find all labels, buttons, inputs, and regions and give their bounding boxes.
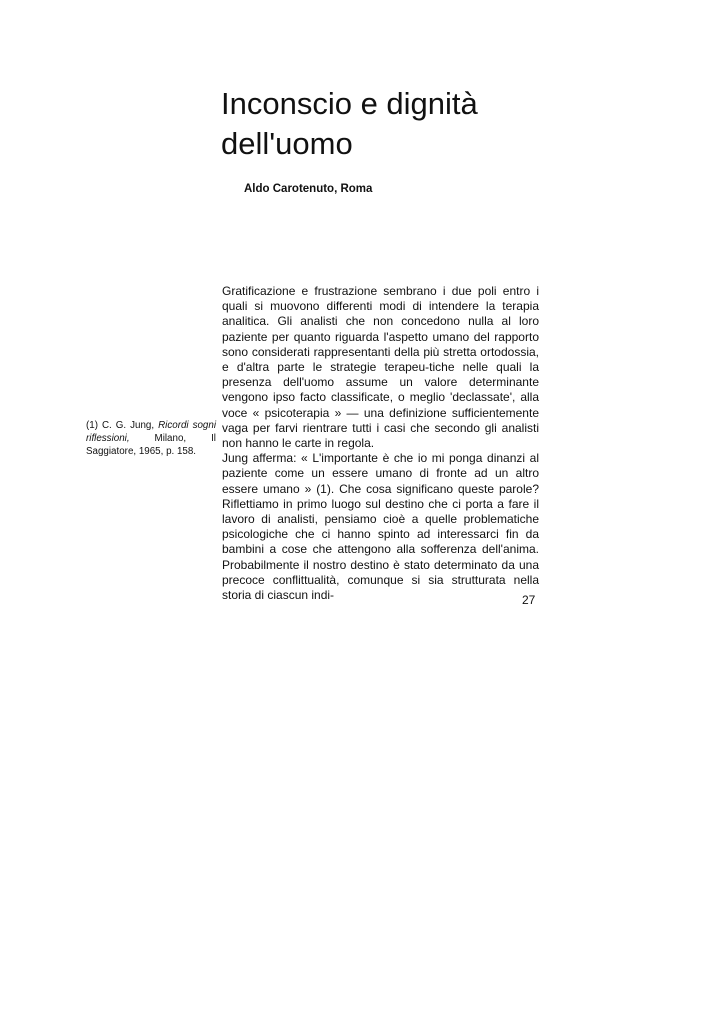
article-title — [221, 84, 581, 164]
body-paragraph: Gratificazione e frustrazione sembrano i due poli entro i quali si muovono differenti modi di intendere la terapia analitica. Gli analisti che non concedono nulla al loro paziente per quanto riguarda l'aspetto umano del rapporto sono considerati rappresentanti della più stretta ortodossia, e d'altra parte le strategie terapeu-tiche nelle quali la presenza dell'uomo assume un valore determinante vengono ipso facto classificate, o meglio 'declassate', alla voce « psicoterapia » — una definizione sufficientemente vaga per farvi rientrare tutti i casi che secondo gli analisti non hanno le carte in regola. — [222, 284, 539, 451]
page-number: 27 — [522, 593, 536, 607]
footnote-suffix: Milano, Il Saggiatore, 1965, p. 158. — [86, 433, 216, 457]
article-body — [222, 284, 539, 603]
footnote-prefix: (1) C. G. Jung, — [86, 420, 159, 431]
footnote — [86, 419, 216, 458]
body-paragraph: Jung afferma: « L'importante è che io mi ponga dinanzi al paziente come un essere umano di fronte ad un altro essere umano » (1). Che cosa significano queste parole? Riflettiamo in primo luogo sul destino che ci porta a fare il lavoro di analisti, pensiamo cioè a quelle problematiche psicologiche che ci hanno spinto ad interessarci fin da bambini a cose che attengono alla sofferenza dell'anima. Probabilmente il nostro destino è stato determinato da una precoce conflittualità, comunque si sia strutturata nella storia di ciascun indi- — [222, 451, 539, 603]
article-title-line-1: Inconscio e dignità — [221, 86, 478, 121]
article-title-line-2: dell'uomo — [221, 126, 353, 161]
footnote-book-title: Ricordi sogni riflessioni, — [86, 420, 217, 444]
article-author: Aldo Carotenuto, Roma — [244, 183, 373, 195]
